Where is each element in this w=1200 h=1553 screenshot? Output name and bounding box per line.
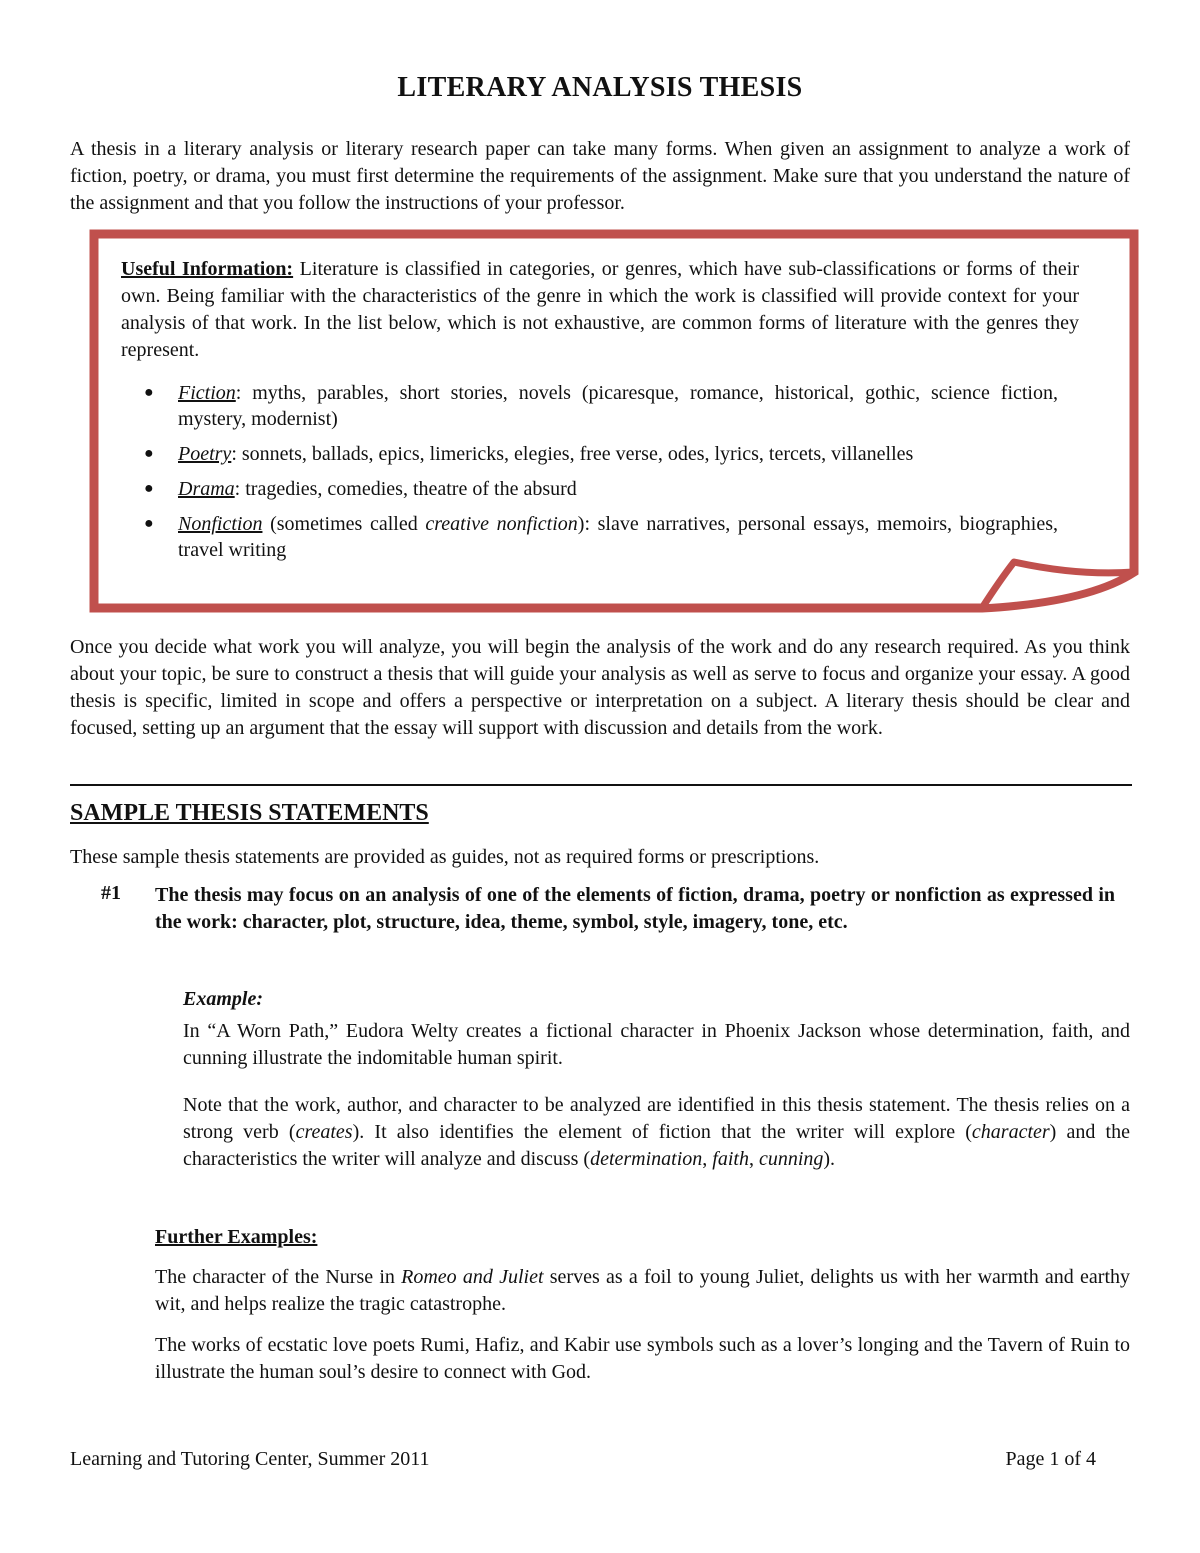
note-italic: cunning	[758, 1148, 824, 1170]
section-heading: SAMPLE THESIS STATEMENTS	[70, 800, 429, 826]
note-paragraph	[183, 1092, 1130, 1173]
note-italic: creates	[295, 1121, 353, 1143]
note-italic: character	[971, 1121, 1050, 1143]
note-text: ). It also identifies the element of fiction that the writer will explore (	[352, 1121, 972, 1143]
genre-list	[138, 380, 1058, 572]
bullet-icon: ●	[144, 384, 154, 401]
genre-forms: : sonnets, ballads, epics, limericks, elegies, free verse, odes, lyrics, tercets, villanelles	[231, 443, 914, 465]
further-example-2: The works of ecstatic love poets Rumi, Hafiz, and Kabir use symbols such as a lover’s longing and the Tavern of Ruin to illustrate the human soul’s desire to connect with God.	[155, 1334, 1130, 1383]
item-text: The thesis may focus on an analysis of one of the elements of fiction, drama, poetry or nonfiction as expressed in the work: character, plot, structure, idea, theme, symbol, style, imagery, tone, etc.	[155, 884, 1115, 933]
genre-name: Nonfiction	[178, 513, 263, 535]
page-number: Page 1 of 4	[1005, 1448, 1096, 1470]
callout-lead: Useful Information:	[121, 258, 294, 280]
genre-forms-post: ): slave narratives, personal essays, memoirs, biographies, travel writing	[178, 513, 1058, 561]
note-text: ).	[823, 1148, 836, 1170]
note-text: Note that the work, author, and character to be analyzed are identified in this thesis statement. The thesis relies on a strong verb (	[183, 1094, 1130, 1143]
work-title: Romeo and Juliet	[401, 1266, 544, 1288]
genre-forms-pre: (sometimes called	[262, 513, 426, 535]
footer-source: Learning and Tutoring Center, Summer 2011	[70, 1448, 430, 1470]
genre-name: Fiction	[178, 382, 236, 404]
page-title: LITERARY ANALYSIS THESIS	[397, 72, 803, 103]
section-subtitle: These sample thesis statements are provided as guides, not as required forms or prescriptions.	[70, 846, 820, 868]
genre-name: Poetry	[178, 443, 232, 465]
further-example-1	[155, 1264, 1130, 1318]
analysis-paragraph: Once you decide what work you will analyze, you will begin the analysis of the work and do any research required. As you think about your topic, be sure to construct a thesis that will guide your analysis as well as serve to focus and organize your essay. A good thesis is specific, limited in scope and offers a perspective or interpretation on a subject. A literary thesis should be clear and focused, setting up an argument that the essay will support with discussion and details from the work.	[70, 636, 1130, 739]
note-text: ) and the characteristics the writer will analyze and discuss (	[183, 1121, 1130, 1170]
bullet-icon: ●	[144, 445, 154, 462]
list-item	[138, 380, 1058, 432]
further-examples-label: Further Examples:	[155, 1226, 318, 1248]
note-italic: faith	[712, 1148, 749, 1170]
genre-forms-italic: creative nonfiction	[425, 513, 578, 535]
genre-name: Drama	[178, 478, 235, 500]
further-text: serves as a foil to young Juliet, delights us with her warmth and earthy wit, and helps realize the tragic catastrophe.	[155, 1266, 1131, 1315]
list-item	[138, 441, 1058, 467]
intro-paragraph: A thesis in a literary analysis or literary research paper can take many forms. When given an assignment to analyze a work of fiction, poetry, or drama, you must first determine the requirements of the assignment. Make sure that you understand the nature of the assignment and that you follow the instructions of your professor.	[70, 138, 1130, 214]
further-text: The character of the Nurse in	[155, 1266, 402, 1288]
example-text: In “A Worn Path,” Eudora Welty creates a fictional character in Phoenix Jackson whose determination, faith, and cunning illustrate the indomitable human spirit.	[183, 1020, 1130, 1069]
item-number: #1	[101, 882, 121, 904]
callout-paragraph	[121, 256, 1079, 364]
list-item	[138, 476, 1058, 502]
section-divider	[70, 784, 1132, 786]
list-item	[138, 511, 1058, 563]
genre-forms: : myths, parables, short stories, novels (picaresque, romance, historical, gothic, science fiction, mystery, modernist)	[178, 382, 1058, 430]
note-text: ,	[748, 1148, 759, 1170]
genre-forms: : tragedies, comedies, theatre of the absurd	[234, 478, 577, 500]
note-italic: determination	[590, 1148, 703, 1170]
example-label: Example:	[183, 988, 263, 1010]
bullet-icon: ●	[144, 480, 154, 497]
callout-body: Literature is classified in categories, or genres, which have sub-classifications or forms of their own. Being familiar with the characteristics of the genre in which the work is classified will provide context for your analysis of that work. In the list below, which is not exhaustive, are common forms of literature with the genres they represent.	[121, 258, 1080, 361]
bullet-icon: ●	[144, 515, 154, 532]
note-text: ,	[702, 1148, 713, 1170]
